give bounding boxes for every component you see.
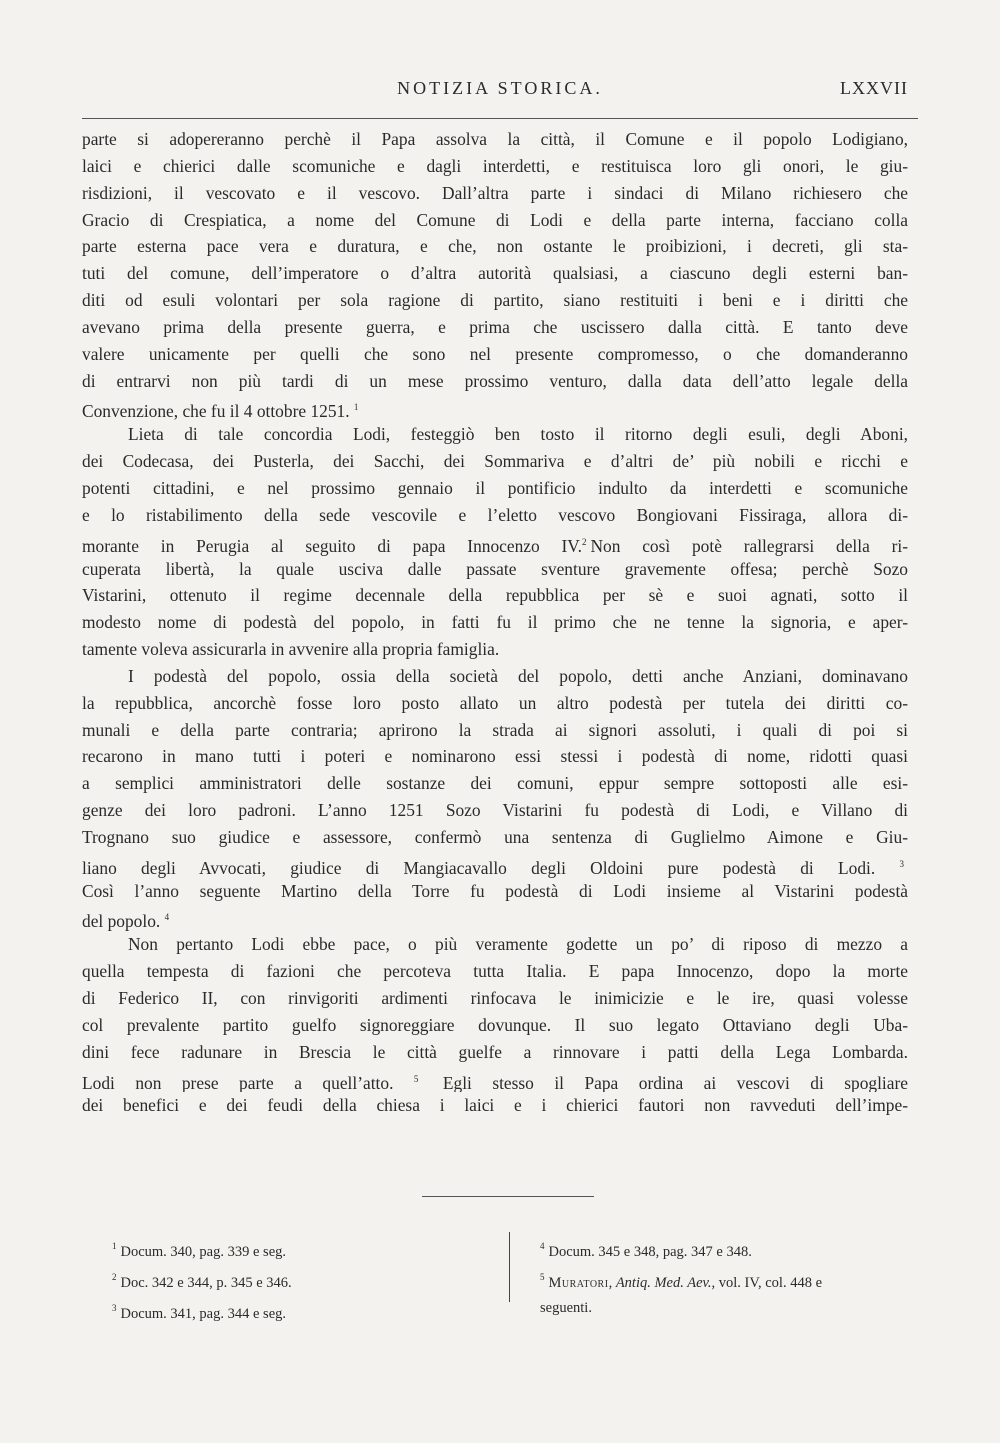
footnote-marker: 4 xyxy=(164,912,170,923)
text-line: risdizioni, il vescovato e il vescovo. Dall’altra parte i sindaci di Milano richiesero che xyxy=(82,182,908,203)
text-line: I podestà del popolo, ossia della società del popolo, detti anche Anziani, dominavano xyxy=(128,665,908,686)
body-text xyxy=(82,126,908,1119)
text-line: del popolo. $^4$ xyxy=(82,911,170,932)
text-line: dini fece radunare in Brescia le città guelfe a rinnovare i patti della Lega Lombarda. xyxy=(82,1041,908,1062)
page-number: LXXVII xyxy=(840,78,908,98)
footnote-column-divider xyxy=(509,1232,510,1302)
text-line: valere unicamente per quelli che sono nel presente compromesso, o che domanderanno xyxy=(82,343,908,364)
text-line: Trognano suo giudice e assessore, confermò una sentenza di Guglielmo Aimone e Giu- xyxy=(82,826,908,847)
text-line: Vistarini, ottenuto il regime decennale della repubblica per sè e suoi agnati, sotto il xyxy=(82,585,908,606)
text-line: Non pertanto Lodi ebbe pace, o più veramente godette un po’ di riposo di mezzo a xyxy=(128,934,908,955)
text-line: di entrarvi non più tardi di un mese prossimo venturo, dalla data dell’atto legale della xyxy=(82,370,908,391)
footnote-marker: 5 xyxy=(413,1073,419,1084)
footnote-marker: 3 xyxy=(899,858,904,869)
text-line: recarono in mano tutti i poteri e nominarono essi stessi i podestà di nome, ridotti quasi xyxy=(82,746,908,767)
footnote: $^1$ Docum. 340, pag. 339 e seg. xyxy=(112,1241,287,1260)
footnote-continuation: seguenti. xyxy=(540,1300,592,1316)
text-line: laici e chierici dalle scomuniche e dagli interdetti, e restituisca loro gli onori, le giu- xyxy=(82,155,908,176)
footnote-rule xyxy=(422,1196,594,1197)
text-line: quella tempesta di fazioni che percoteva tutta Italia. E papa Innocenzo, dopo la morte xyxy=(82,961,908,982)
text-line: liano degli Avvocati, giudice di Mangiacavallo degli Oldoini pure podestà di Lodi. $^3$ xyxy=(82,857,904,878)
footnote: $^2$ Doc. 342 e 344, p. 345 e 346. xyxy=(112,1272,292,1291)
text-line: avevano prima della presente guerra, e prima che uscissero dalla città. E tanto deve xyxy=(82,316,908,337)
text-line: tamente voleva assicurarla in avvenire alla propria famiglia. xyxy=(82,639,500,660)
footnotes-right-column xyxy=(540,1234,920,1321)
footnote-marker: 2 xyxy=(581,536,587,547)
text-line: Gracio di Crespiatica, a nome del Comune di Lodi e della parte interna, facciano colla xyxy=(82,209,908,230)
text-line: parte si adopereranno perchè il Papa assolva la città, il Comune e il popolo Lodigiano, xyxy=(82,129,908,149)
footnote: $^3$ Docum. 341, pag. 344 e seg. xyxy=(112,1303,287,1322)
text-line: dei Codecasa, dei Pusterla, dei Sacchi, dei Sommariva e d’altri de’ più nobili e ricchi e xyxy=(82,451,908,472)
text-line: morante in Perugia al seguito di papa Innocenzo IV.$^2$ Non così potè rallegrarsi della ri- xyxy=(82,535,908,556)
text-line: genze dei loro padroni. L’anno 1251 Sozo Vistarini fu podestà di Lodi, e Villano di xyxy=(82,800,908,821)
text-line: Lodi non prese parte a quell’atto. $^5$ Egli stesso il Papa ordina ai vescovi di spogliare xyxy=(82,1072,908,1093)
text-line: munali e della parte contraria; aprirono la strada ai signori assoluti, i quali di poi si xyxy=(82,719,908,740)
running-head xyxy=(82,74,918,104)
text-line: tuti del comune, dell’imperatore o d’altra autorità qualsiasi, a ciascuno degli esterni ban- xyxy=(82,263,908,284)
text-line: potenti cittadini, e nel prossimo gennaio il pontificio indulto da interdetti e scomuniche xyxy=(82,477,908,498)
text-line: modesto nome di podestà del popolo, in fatti fu il primo che ne tenne la signoria, e aper- xyxy=(82,612,908,633)
text-line: Lieta di tale concordia Lodi, festeggiò ben tosto il ritorno degli esuli, degli Aboni, xyxy=(128,424,908,445)
text-line: a semplici amministratori delle sostanze dei comuni, eppur sempre sottoposti alle esi- xyxy=(82,773,908,794)
footnote: $^5$ Muratori, Antiq. Med. Aev., vol. IV, col. 448 e xyxy=(540,1272,823,1291)
text-line: diti od esuli volontari per sola ragione di partito, siano restituiti i beni e i diritti che xyxy=(82,290,908,311)
text-line: di Federico II, con rinvigoriti ardimenti rinfocava le inimicizie e le ire, quasi volesse xyxy=(82,988,908,1008)
footnotes-left-column xyxy=(112,1234,492,1327)
header-rule xyxy=(82,118,918,119)
running-title: NOTIZIA STORICA. xyxy=(397,78,603,98)
footnote-marker: 1 xyxy=(353,402,359,413)
text-line: col prevalente partito guelfo signoreggiare dovunque. Il suo legato Ottaviano degli Uba- xyxy=(82,1014,908,1035)
text-line: dei benefici e dei feudi della chiesa i laici e i chierici fautori non ravveduti dell’impe- xyxy=(82,1095,908,1116)
text-line: cuperata libertà, la quale usciva dalle passate sventure gravemente offesa; perchè Sozo xyxy=(82,558,908,579)
text-line: parte esterna pace vera e duratura, e che, non ostante le proibizioni, i decreti, gli sta- xyxy=(82,236,908,257)
text-line: Così l’anno seguente Martino della Torre fu podestà di Lodi insieme al Vistarini podestà xyxy=(82,880,908,901)
text-line: e lo ristabilimento della sede vescovile e l’eletto vescovo Bongiovani Fissiraga, allora di- xyxy=(82,504,908,525)
footnote: $^4$ Docum. 345 e 348, pag. 347 e 348. xyxy=(540,1241,752,1260)
text-line: Convenzione, che fu il 4 ottobre 1251. $^1$ xyxy=(82,401,359,422)
text-line: la repubblica, ancorchè fosse loro posto allato un altro podestà per tutela dei diritti co- xyxy=(82,692,908,713)
